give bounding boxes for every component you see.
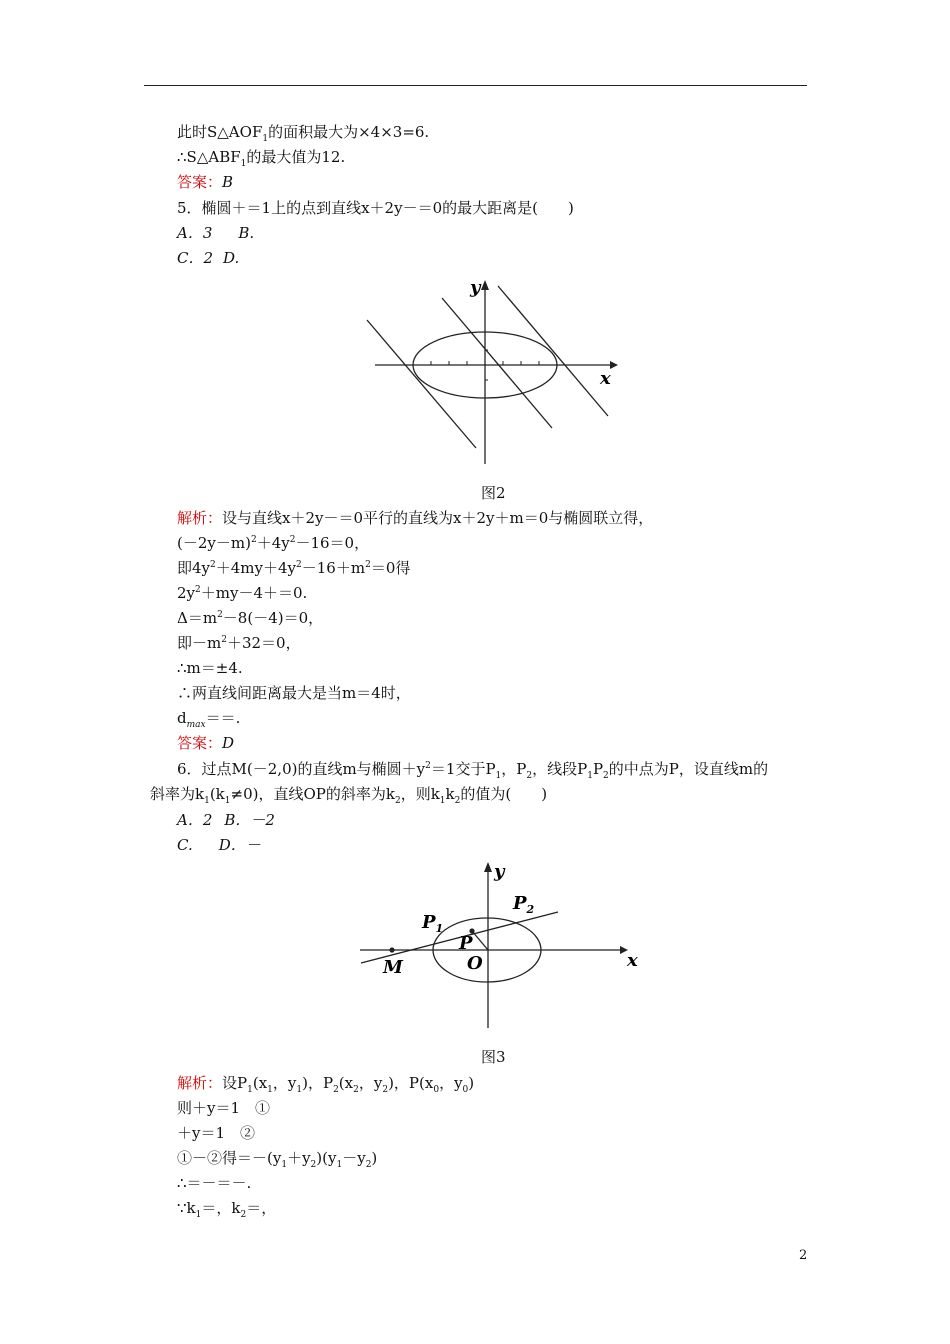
origin-label: O (467, 953, 483, 974)
solution-5-line: $(-2y-m)^2+4y^2-16=0$， (177, 534, 370, 552)
question-5: 5．椭圆＋＝1上的点到直线x＋2y－＝0的最大距离是( ) (177, 199, 574, 217)
solution-5-line: $\Delta=m^2-8(-4)=0$， (177, 609, 324, 627)
point-p-label: P (459, 933, 473, 954)
solution-6-line: ①－②得$=-(y_1+y_2)(y_1-y_2)$ (177, 1149, 378, 1170)
y-axis-label: y (470, 277, 481, 298)
question-6-cont: 斜率为$k_1(k_1\ne 0)$，直线OP的斜率为$k_2$，则$k_1k_2$的值为( ) (150, 785, 548, 806)
solution-6-line: 解析：设$P_1(x_1$，$y_1$)，$P_2(x_2$，$y_2$)，$P(x_0$，$y_0$) (177, 1074, 475, 1095)
x-axis-label: x (627, 950, 638, 971)
figure-3-caption: 图3 (481, 1048, 506, 1066)
figure-2 (360, 276, 620, 466)
page-number: 2 (799, 1248, 808, 1263)
solution-5-line: ∴m＝±4. (177, 659, 243, 677)
y-axis-label: y (494, 861, 505, 882)
solution-5-line: $2y^2+my-4+=0$. (177, 584, 308, 602)
q6-options-cd: C. D．－ (177, 836, 261, 854)
q6-options-ab: A．2 B．－2 (177, 811, 275, 829)
x-axis-label: x (600, 368, 611, 389)
answer-line: 答案：B (177, 173, 234, 191)
header-rule (144, 85, 807, 86)
solution-6-line: ∴＝－＝－. (177, 1174, 252, 1192)
point-p2-label: $P_2$ (513, 893, 535, 916)
solution-5-line: $d_{max}==$. (177, 709, 241, 730)
solution-6-line: ＋y＝1 ② (177, 1124, 256, 1142)
answer-line: 答案：D (177, 734, 235, 752)
text-line: 此时$S\triangle AOF_1$的面积最大为×4×3=6. (177, 123, 430, 144)
figure-3 (355, 858, 638, 1033)
text-line: $\therefore S\triangle ABF_1$的最大值为12. (177, 148, 346, 169)
solution-5-line: 即$-m^2+32=0$， (177, 634, 301, 652)
q5-options-cd: C．2 D. (177, 249, 240, 267)
question-6: 6．过点M(－2,0)的直线m与椭圆$+y^2=1$交于$P_1$，$P_2$，线段$P_1P_2$的中点为P，设直线m的 (177, 760, 769, 781)
solution-5-line: 解析：设与直线x＋2y－＝0平行的直线为x＋2y＋m＝0与椭圆联立得， (177, 509, 654, 527)
solution-6-line: $\because k_1=$，$k_2=$， (177, 1199, 277, 1220)
solution-6-line: 则＋y＝1 ① (177, 1099, 271, 1117)
figure-2-caption: 图2 (481, 484, 506, 502)
point-m-label: M (383, 957, 403, 978)
solution-5-line: ∴两直线间距离最大是当m＝4时， (177, 684, 411, 702)
q5-options-ab: A．3 B. (177, 224, 255, 242)
solution-5-line: 即$4y^2+4my+4y^2-16+m^2=0$得 (177, 559, 411, 577)
point-p1-label: $P_1$ (422, 912, 444, 935)
